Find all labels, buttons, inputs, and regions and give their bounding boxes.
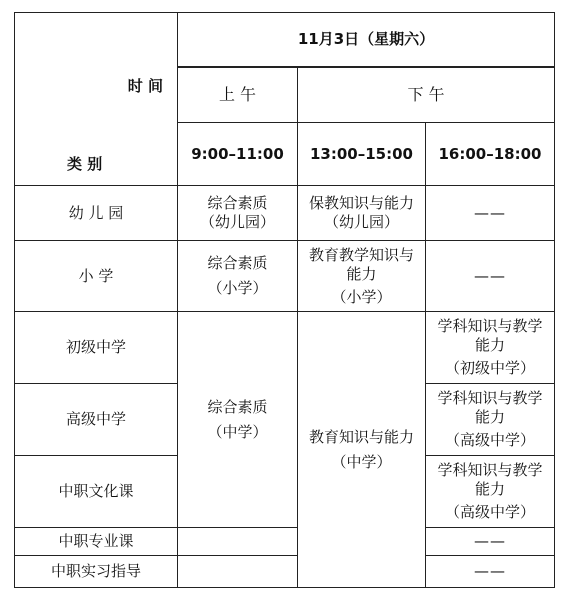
middle-school-slot1: 综合素质 （中学）: [178, 312, 298, 528]
category-junior-middle: 初级中学: [15, 312, 178, 384]
category-label: 类 别: [67, 155, 103, 173]
vocational-professional-slot3: ——: [426, 528, 555, 556]
primary-slot1: 综合素质 （小学）: [178, 241, 298, 312]
middle-school-slot2: 教育知识与能力 （中学）: [298, 312, 426, 588]
primary-slot3: ——: [426, 241, 555, 312]
category-kindergarten: 幼 儿 园: [15, 186, 178, 241]
slot-header-2: 13:00–15:00: [298, 123, 426, 186]
exam-date: 11月3日（星期六）: [178, 13, 555, 67]
category-primary: 小 学: [15, 241, 178, 312]
kindergarten-slot3: ——: [426, 186, 555, 241]
slot-header-3: 16:00–18:00: [426, 123, 555, 186]
category-vocational-culture: 中职文化课: [15, 456, 178, 528]
category-vocational-internship: 中职实习指导: [15, 556, 178, 588]
afternoon-header: 下 午: [298, 67, 555, 123]
morning-header: 上 午: [178, 67, 298, 123]
kindergarten-slot1: 综合素质 （幼儿园）: [178, 186, 298, 241]
junior-middle-slot3: 学科知识与教学 能力 （初级中学）: [426, 312, 555, 384]
time-label: 时 间: [127, 77, 163, 95]
primary-slot2: 教育教学知识与 能力 （小学）: [298, 241, 426, 312]
exam-schedule-table: [14, 12, 555, 588]
vocational-internship-slot1-empty: [178, 556, 298, 588]
kindergarten-slot2: 保教知识与能力 （幼儿园）: [298, 186, 426, 241]
vocational-professional-slot1-empty: [178, 528, 298, 556]
category-senior-high: 高级中学: [15, 384, 178, 456]
header-corner-cell: [15, 13, 178, 186]
vocational-internship-slot3: ——: [426, 556, 555, 588]
senior-high-slot3: 学科知识与教学 能力 （高级中学）: [426, 384, 555, 456]
category-vocational-professional: 中职专业课: [15, 528, 178, 556]
vocational-culture-slot3: 学科知识与教学 能力 （高级中学）: [426, 456, 555, 528]
slot-header-1: 9:00–11:00: [178, 123, 298, 186]
